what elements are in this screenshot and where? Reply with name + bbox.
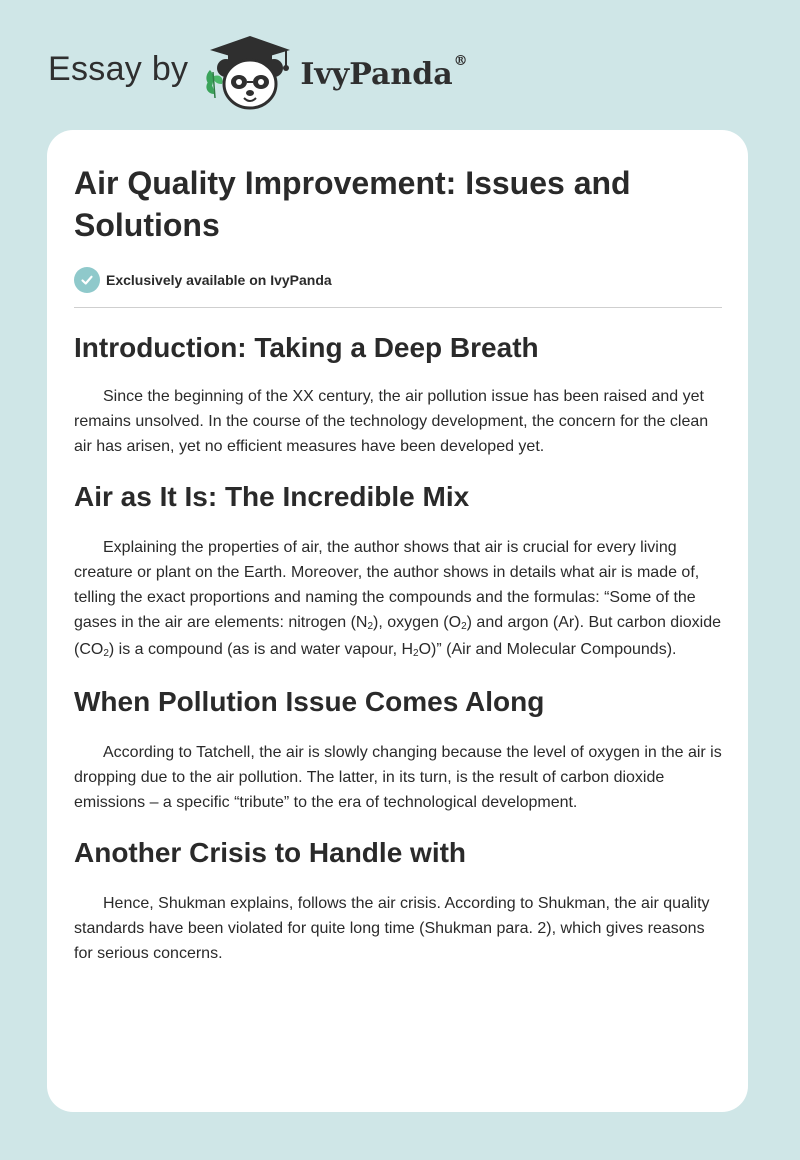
page-title: Air Quality Improvement: Issues and Solutions xyxy=(74,165,631,243)
check-icon xyxy=(74,267,100,293)
section-heading: When Pollution Issue Comes Along xyxy=(74,686,545,717)
section-paragraph: Hence, Shukman explains, follows the air crisis. According to Shukman, the air quality standards have been violated for quite long time (Shukman para. 2), which gives reasons for serious concerns. xyxy=(74,895,710,962)
essay-by-label: Essay by xyxy=(48,49,189,88)
exclusive-label: Exclusively available on IvyPanda xyxy=(106,272,332,288)
section-paragraph: According to Tatchell, the air is slowly changing because the level of oxygen in the air is dropping due to the air pollution. The latter, in its turn, is the result of carbon dioxide emissions – a specific “tribute” to the era of technological development. xyxy=(74,744,722,811)
section-paragraph: Explaining the properties of air, the author shows that air is crucial for every living creature or plant on the Earth. Moreover, the author shows in details what air is made of, telling the exact proportions and naming the compounds and the formulas: “Some of the gases in the air are elements: nitrogen $(N_2)$, oxygen $(O_2)$ and argon (Ar). But carbon dioxide $(CO_2)$ is a compound (as is and water vapour, $H_2O$)” (Air and Molecular Compounds). xyxy=(74,539,721,659)
panda-graduate-icon[interactable] xyxy=(202,32,298,112)
divider xyxy=(74,307,722,308)
essay-card xyxy=(47,130,748,1112)
exclusive-badge xyxy=(74,266,722,294)
section-heading: Air as It Is: The Incredible Mix xyxy=(74,481,470,512)
section-heading: Introduction: Taking a Deep Breath xyxy=(74,332,539,363)
section-paragraph: Since the beginning of the XX century, the air pollution issue has been raised and yet remains unsolved. In the course of the technology development, the concern for the clean air has arisen, yet no efficient measures have been developed yet. xyxy=(74,388,709,455)
section-heading: Another Crisis to Handle with xyxy=(74,837,467,868)
site-header xyxy=(48,32,468,112)
panda-logo-svg xyxy=(202,32,298,112)
brand-name[interactable]: IvyPanda® xyxy=(300,52,468,92)
essay-content xyxy=(74,162,722,966)
